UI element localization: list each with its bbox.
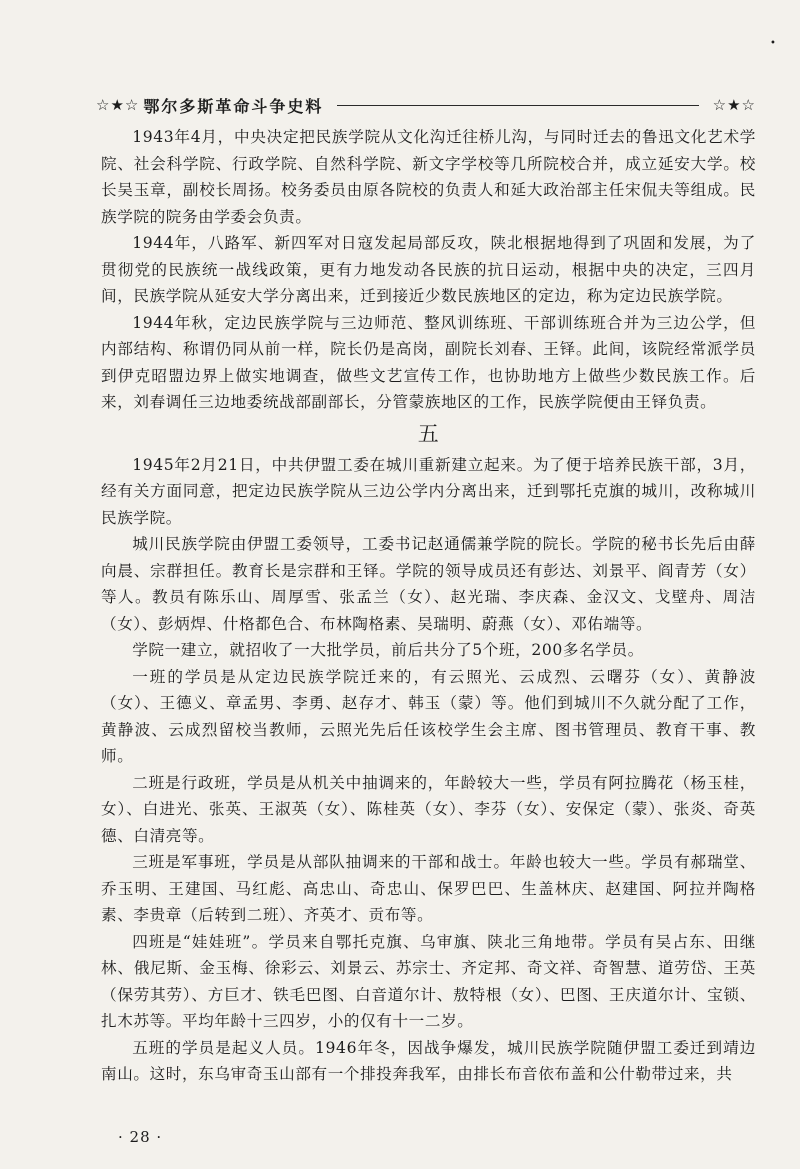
paragraph: 1944年秋，定边民族学院与三边师范、整风训练班、干部训练班合并为三边公学，但内部结构、称谓仍同从前一样，院长仍是高岗，副院长刘春、王铎。此间，该院经常派学员到伊克昭盟边界上做实地调查，做些文艺宣传工作，也协助地方上做些少数民族工作。后来，刘春调任三边地委统战部副部长，分管蒙族地区的工作，民族学院便由王铎负责。 [101, 313, 756, 411]
page-number: · 28 · [118, 1128, 163, 1146]
paragraph: 四班是“娃娃班”。学员来自鄂托克旗、乌审旗、陕北三角地带。学员有吴占东、田继林、俄尼斯、金玉梅、徐彩云、刘景云、苏宗士、齐定邦、奇文祥、奇智慧、道劳岱、王英（保劳其劳）、方巨才、铁毛巴图、白音道尔计、敖特根（女）、巴图、王庆道尔计、宝锁、扎木苏等。平均年龄十三四岁，小的仅有十一二岁。 [101, 932, 756, 1030]
paragraph: 一班的学员是从定边民族学院迁来的，有云照光、云成烈、云曙芬（女）、黄静波（女）、王德义、章孟男、李勇、赵存才、韩玉（蒙）等。他们到城川不久就分配了工作，黄静波、云成烈留校当教师，云照光先后任该校学生会主席、图书管理员、教育干事、教师。 [101, 667, 756, 765]
body-text [101, 124, 756, 1088]
paragraph: 1943年4月，中央决定把民族学院从文化沟迁往桥儿沟，与同时迁去的鲁迅文化艺术学院、社会科学院、行政学院、自然科学院、新文字学校等几所院校合并，成立延安大学。校长吴玉章，副校长周扬。校务委员由原各院校的负责人和延大政治部主任宋侃夫等组成。民族学院的院务由学委会负责。 [101, 128, 756, 226]
header-rule [337, 105, 698, 106]
paragraph: 三班是军事班，学员是从部队抽调来的干部和战士。年龄也较大一些。学员有郝瑞堂、乔玉明、王建国、马红彪、高忠山、奇忠山、保罗巴巴、生盖林庆、赵建国、阿拉并陶格素、李贵章（后转到二班）、齐英才、贡布等。 [101, 853, 756, 924]
corner-mark: • [770, 38, 776, 49]
paragraph: 学院一建立，就招收了一大批学员，前后共分了5个班，200多名学员。 [132, 641, 644, 659]
star-ornament-right: ☆★☆ [712, 96, 756, 114]
paragraph: 二班是行政班，学员是从机关中抽调来的，年龄较大一些，学员有阿拉腾花（杨玉桂，女）、白进光、张英、王淑英（女）、陈桂英（女）、李芬（女）、安保定（蒙）、张炎、奇英德、白清亮等。 [101, 773, 756, 845]
star-ornament-left: ☆★☆ [96, 96, 140, 114]
paragraph: 1944年，八路军、新四军对日寇发起局部反攻，陕北根据地得到了巩固和发展，为了贯彻党的民族统一战线政策，更有力地发动各民族的抗日运动，根据中央的决定，三四月间，民族学院从延安大学分离出来，迁到接近少数民族地区的定边，称为定边民族学院。 [101, 234, 756, 305]
paragraph: 城川民族学院由伊盟工委领导，工委书记赵通儒兼学院的院长。学院的秘书长先后由薛向晨、宗群担任。教育长是宗群和王铎。学院的领导成员还有彭达、刘景平、阎青芳（女）等人。教员有陈乐山、周厚雪、张孟兰（女）、赵光瑞、李庆森、金汉文、戈壁舟、周洁（女）、彭炳焊、什格都色合、布林陶格素、吴瑞明、蔚燕（女）、邓佑端等。 [101, 535, 756, 633]
section-heading: 五 [417, 421, 440, 446]
running-header [96, 92, 756, 118]
book-title: 鄂尔多斯革命斗争史料 [143, 96, 324, 116]
paragraph: 1945年2月21日，中共伊盟工委在城川重新建立起来。为了便于培养民族干部，3月，经有关方面同意，把定边民族学院从三边公学内分离出来，迁到鄂托克旗的城川，改称城川民族学院。 [101, 455, 756, 527]
paragraph: 五班的学员是起义人员。1946年冬，因战争爆发，城川民族学院随伊盟工委迁到靖边南山。这时，东乌审奇玉山部有一个排投奔我军，由排长布音依布盖和公什勒带过来，共 [101, 1038, 756, 1083]
